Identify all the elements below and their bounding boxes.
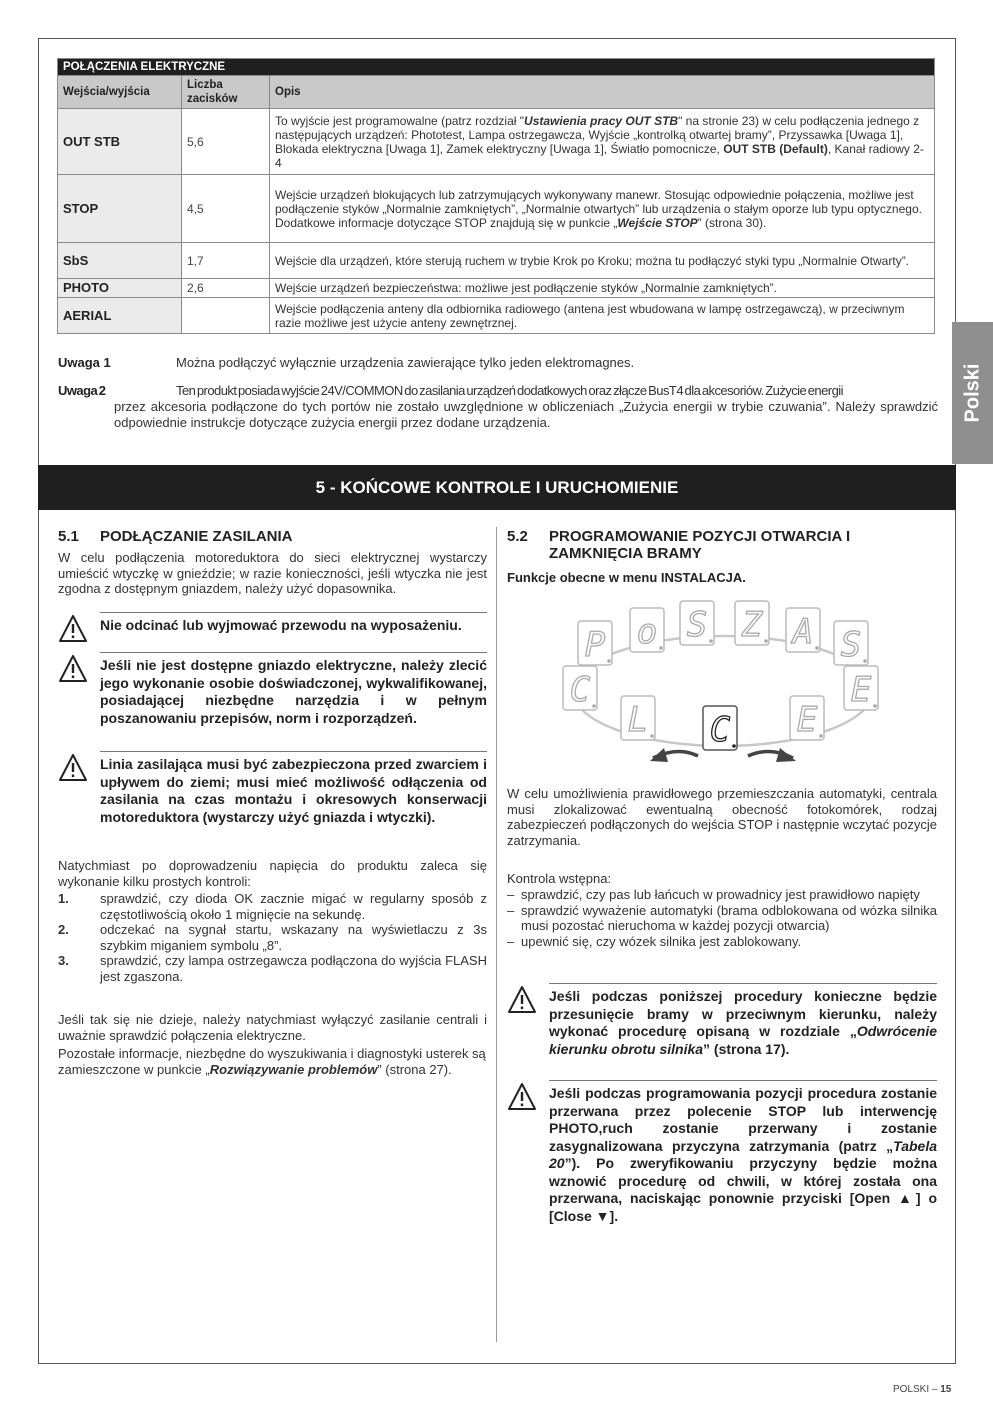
warning-icon: [58, 753, 88, 783]
note-1-text: Można podłączyć wyłącznie urządzenia zawierające tylko jeden elektromagnes.: [176, 355, 635, 370]
row-desc: Wejście dla urządzeń, które sterują ruchem w trybie Krok po Kroku; można tu podłączyć styki typu „Normalnie Otwarty”.: [270, 243, 935, 279]
row-pins: [182, 298, 270, 334]
display-digit: [578, 621, 612, 665]
note-1: [58, 355, 858, 371]
table-row: [58, 109, 935, 175]
svg-text:S: S: [840, 625, 862, 665]
display-digit: [563, 666, 597, 710]
row-name: PHOTO: [58, 279, 182, 298]
list-item: – sprawdzić wyważenie automatyki (brama odblokowana od wózka silnika musi pozostać nieruchoma w każdej pozycji otwarcia): [507, 903, 937, 934]
table-row: [58, 298, 935, 334]
svg-text:E: E: [796, 700, 818, 740]
s51-after-2: Pozostałe informacje, niezbędne do wyszukiwania i diagnostyki usterek są zamieszczone w punkcie „Rozwiązywanie problemów” (strona 27).: [58, 1046, 486, 1077]
section-title: 5 - KOŃCOWE KONTROLE I URUCHOMIENIE: [38, 465, 956, 510]
language-tab-label: Polski: [961, 363, 983, 423]
row-pins: 4,5: [182, 175, 270, 243]
heading-5-2: 5.2 PROGRAMOWANIE POZYCJI OTWARCIA I ZAMKNIĘCIA BRAMY: [507, 528, 851, 562]
display-digit: [703, 706, 737, 750]
s51-checks-intro: Natychmiast po doprowadzeniu napięcia do produktu zaleca się wykonanie kilku prostych kontroli:: [58, 858, 487, 889]
display-digit: [630, 608, 664, 652]
warning-icon: [58, 614, 88, 644]
list-item: – upewnić się, czy wózek silnika jest zablokowany.: [507, 934, 937, 950]
warning-4: Jeśli podczas poniższej procedury konieczne będzie przesunięcie bramy w przeciwnym kierunku, należy wykonać procedurę opisaną w rozdziale „Odwrócenie kierunku obrotu silnika” (strona 17).: [507, 983, 937, 1063]
svg-text:P: P: [584, 625, 606, 665]
s52-check-title: Kontrola wstępna:: [507, 871, 612, 886]
warning-1: Nie odcinać lub wyjmować przewodu na wyposażeniu.: [58, 612, 487, 652]
warning-2: Jeśli nie jest dostępne gniazdo elektryczne, należy zlecić jego wykonanie osobie doświadczonej, wykwalifikowanej, posiadającej niezbędne narzędzia i w pełnym poszanowaniu przepisów, norm i rozporządzeń.: [58, 652, 487, 742]
row-name: OUT STB: [58, 109, 182, 175]
svg-text:C: C: [709, 710, 731, 750]
list-item: – sprawdzić, czy pas lub łańcuch w prowadnicy jest prawidłowo napięty: [507, 887, 937, 903]
row-pins: 2,6: [182, 279, 270, 298]
svg-text:o: o: [636, 612, 658, 652]
warning-icon: [507, 1082, 537, 1112]
note-1-label: Uwaga 1: [58, 355, 111, 370]
s51-intro: W celu podłączenia motoreduktora do sieci elektrycznej wystarczy umieścić wtyczkę w gnieździe; w razie konieczności, jeśli wtyczka nie jest zgodna z dostępnym gniazdem, należy użyć dopasownika.: [58, 550, 487, 596]
warning-5: Jeśli podczas programowania pozycji procedura zostanie przerwana przez polecenie STOP lub interwencję PHOTO,ruch zostanie przerwany i zostanie zasygnalizowana przyczyna zatrzymania (patrz „Tabela 20”). Po zweryfikowaniu przyczyny będzie można wznowić procedurę od chwili, w której została ona przerwana, naciskając ponownie przyciski [Open ▲] o [Close ▼].: [507, 1080, 937, 1240]
list-item: 3. sprawdzić, czy lampa ostrzegawcza podłączona do wyjścia FLASH jest zgaszona.: [58, 953, 487, 984]
list-item: 2. odczekać na sygnał startu, wskazany na wyświetlaczu z 3s szybkim miganiem symbolu „8”.: [58, 922, 487, 953]
svg-text:Z: Z: [741, 605, 763, 645]
display-digit: [790, 696, 824, 740]
row-pins: 1,7: [182, 243, 270, 279]
warning-icon: [58, 654, 88, 684]
svg-text:S: S: [686, 605, 708, 645]
svg-text:A: A: [792, 612, 814, 652]
row-desc: To wyjście jest programowalne (patrz rozdział "Ustawienia pracy OUT STB" na stronie 23) w celu podłączenia jednego z następujących urządzeń: Phototest, Lampa ostrzegawcza, Wyjście „kontrolką otwartej bramy”, Przyssawka [Uwaga 1], Blokada elektryczna [Uwaga 1], Zamek elektryczny [Uwaga 1], Światło pomocnicze, OUT STB (Default), Kanał radiowy 2-4: [270, 109, 935, 175]
table-header-row: [58, 76, 935, 109]
table-row: [58, 243, 935, 279]
svg-text:E: E: [850, 670, 872, 710]
display-digit: [786, 608, 820, 652]
svg-text:L: L: [627, 700, 649, 740]
note-2-label: Uwaga 2: [58, 383, 106, 398]
list-item: 1. sprawdzić, czy dioda OK zacznie migać w regularny sposób z częstotliwością około 1 mignięcie na sekundę.: [58, 891, 487, 922]
display-digit: [621, 696, 655, 740]
row-desc: Wejście podłączenia anteny dla odbiornika radiowego (antena jest wbudowana w lampę ostrzegawczą), w przeciwnym razie możliwe jest użycie anteny zewnętrznej.: [270, 298, 935, 334]
s51-steps: [58, 891, 487, 984]
header-pins: Liczba zacisków: [182, 76, 270, 109]
display-digit: [735, 601, 769, 645]
warning-icon: [507, 985, 537, 1015]
svg-text:C: C: [569, 670, 591, 710]
warning-3: Linia zasilająca musi być zabezpieczona przed zwarciem i upływem do ziemi; musi mieć możliwość odłączenia od zasilania na czas montażu i okresowych konserwacji motoreduktora (wystarczy użyć gniazda i wtyczki).: [58, 751, 487, 851]
row-name: AERIAL: [58, 298, 182, 334]
note-2-line1: Ten produkt posiada wyjście 24V/COMMON do zasilania urządzeń dodatkowych oraz złącze BusT4 dla akcesoriów. Zużycie energii: [176, 383, 843, 398]
page-footer: POLSKI – 15: [893, 1384, 952, 1395]
note-2: [58, 383, 938, 431]
row-pins: 5,6: [182, 109, 270, 175]
menu-display-diagram: [558, 596, 888, 771]
header-io: Wejścia/wyjścia: [58, 76, 182, 109]
table-row: [58, 175, 935, 243]
row-desc: Wejście urządzeń bezpieczeństwa: możliwe jest podłączenie styków „Normalnie zamkniętych”.: [270, 279, 935, 298]
s52-subtitle: Funkcje obecne w menu INSTALACJA.: [507, 570, 746, 585]
heading-5-1: 5.1 PODŁĄCZANIE ZASILANIA: [58, 528, 293, 545]
s52-checks: [507, 887, 937, 949]
language-tab: [952, 322, 993, 464]
display-digit: [680, 601, 714, 645]
connections-table: [57, 58, 935, 334]
note-2-text: przez akcesoria podłączone do tych portów nie zostało uwzględnione w obliczeniach „Zużycia energii w trybie czuwania”. Należy sprawdzić odpowiednie instrukcje dotyczące zużycia energii przez dodane urządzenia.: [114, 399, 938, 430]
page-number: 15: [940, 1384, 952, 1395]
table-title: POŁĄCZENIA ELEKTRYCZNE: [58, 59, 935, 76]
s52-intro: W celu umożliwienia prawidłowego przemieszczania automatyki, centrala musi zlokalizować ewentualną obecność fotokomórek, rodzaj zabezpieczeń podłączonych do wejścia STOP i następnie wczytać pozycje zatrzymania.: [507, 786, 937, 848]
row-name: STOP: [58, 175, 182, 243]
column-divider: [496, 527, 497, 1342]
row-name: SbS: [58, 243, 182, 279]
row-desc: Wejście urządzeń blokujących lub zatrzymujących wykonywany manewr. Stosując odpowiednie połączenia, możliwe jest podłączenie styków „Normalnie zamkniętych”, „Normalnie otwartych” lub urządzenia o stałym oporze lub typu optycznego. Dodatkowe informacje dotyczące STOP znajdują się w punkcie „Wejście STOP” (strona 30).: [270, 175, 935, 243]
display-digit: [844, 666, 878, 710]
header-desc: Opis: [270, 76, 935, 109]
display-digit: [834, 621, 868, 665]
s51-after-1: Jeśli tak się nie dzieje, należy natychmiast wyłączyć zasilanie centrali i uważnie sprawdzić połączenia elektryczne.: [58, 1012, 487, 1043]
table-row: [58, 279, 935, 298]
